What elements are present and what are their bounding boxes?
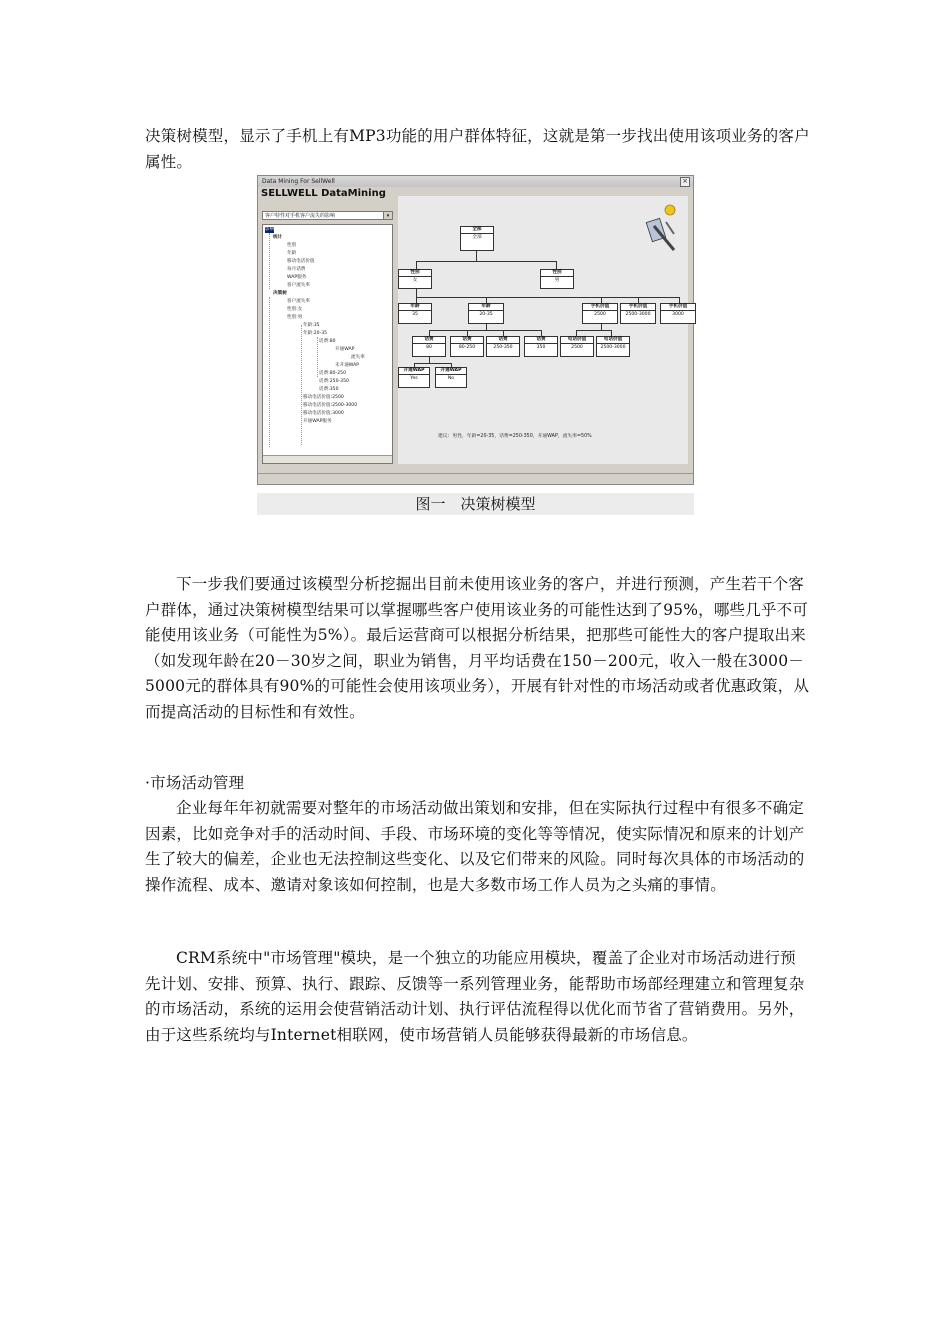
tree-item[interactable]: WAP服务: [287, 275, 307, 280]
tree-item[interactable]: 年龄:20-35: [303, 331, 328, 336]
tree-item[interactable]: 流失率: [351, 355, 365, 360]
tree-item[interactable]: 移动电话价值:2500-3000: [303, 403, 358, 408]
tree-item[interactable]: 话费:80: [319, 339, 336, 344]
tree-node-fee-3: 话费 250-350: [486, 336, 520, 357]
tree-item[interactable]: 年龄: [287, 251, 297, 256]
tree-item[interactable]: 客户流失率: [287, 299, 310, 304]
chevron-down-icon[interactable]: ▾: [383, 212, 392, 219]
tree-item[interactable]: 移动电话价值:3000: [303, 411, 344, 416]
crm-paragraph: CRM系统中"市场管理"模块，是一个独立的功能应用模块，覆盖了企业对市场活动进行预先计划、安排、预算、执行、跟踪、反馈等一系列管理业务，能帮助市场部经理建立和管理复杂的市场活动，系统的运用会使营销活动计划、执行评估流程得以优化而节省了营销费用。另外，由于这些系统均与Internet相联网，使市场营销人员能够获得最新的市场信息。: [145, 949, 805, 1044]
app-window: [257, 175, 694, 485]
prediction-paragraph: 下一步我们要通过该模型分析挖掘出目前未使用该业务的客户，并进行预测，产生若干个客户群体，通过决策树模型结果可以掌握哪些客户使用该业务的可能性达到了95%，哪些几乎不可能使用该业务（可能性为5%）。最后运营商可以根据分析结果，把那些可能性大的客户提取出来（如发现年龄在20－30岁之间，职业为销售，月平均话费在150－200元，收入一般在3000－5000元的群体具有90%的可能性会使用该项业务），开展有针对性的市场活动或者优惠政策，从而提高活动的目标性和有效性。: [145, 575, 810, 721]
tree-item[interactable]: 开通WAP服务: [303, 419, 332, 424]
tree-item[interactable]: 决策树: [273, 291, 287, 296]
figure-caption: 图一 决策树模型: [257, 493, 694, 515]
tree-item[interactable]: 移动电话价值: [287, 259, 315, 264]
tree-item[interactable]: 性别: [287, 243, 297, 248]
campaign-paragraph: 企业每年年初就需要对整年的市场活动做出策划和安排，但在实际执行过程中有很多不确定因素，比如竞争对手的活动时间、手段、市场环境的变化等等情况，使实际情况和原来的计划产生了较大的偏差，企业也无法控制这些变化、以及它们带来的风险。同时每次具体的市场活动的操作流程、成本、邀请对象该如何控制，也是大多数市场工作人员为之头痛的事情。: [145, 799, 805, 894]
tree-item[interactable]: 每月话费: [287, 267, 306, 272]
horizontal-scrollbar[interactable]: [263, 455, 392, 463]
model-select-value: 客户特性对手机客户流失的影响: [265, 213, 336, 219]
tree-item[interactable]: 统计: [273, 235, 283, 240]
close-icon[interactable]: ×: [680, 177, 690, 187]
section-heading: ·市场活动管理: [145, 774, 245, 792]
tree-item[interactable]: 话费:250-350: [319, 379, 349, 384]
tree-node-fee-1: 话费 80: [412, 336, 446, 357]
tree-node-phone-value-2: 电话价值 2500-3000: [596, 336, 630, 357]
app-title: SELLWELL DataMining: [261, 188, 386, 199]
tree-panel[interactable]: [262, 224, 393, 464]
recommendation-text: 建议：男性，年龄=20-35，话费=250-350，开通WAP，流失率=50%: [438, 434, 592, 439]
tree-item[interactable]: 话费:350: [319, 387, 339, 392]
tree-item[interactable]: 性别:女: [287, 307, 303, 312]
tree-canvas: [398, 196, 688, 464]
tree-node-phone-2: 手机价值 2500-3000: [620, 303, 656, 324]
tree-node-phone-1: 手机价值 2500: [582, 303, 618, 324]
window-titlebar: [258, 176, 693, 187]
tree-item[interactable]: 客户流失率: [287, 283, 310, 288]
intro-paragraph: 决策树模型，显示了手机上有MP3功能的用户群体特征，这就是第一步找出使用该项业务的客户属性。: [145, 127, 810, 171]
tree-node-sex-female: 性别 女: [398, 269, 432, 289]
tree-node-phone-value-1: 电话价值 2500: [560, 336, 594, 357]
tree-node-sex-male: 性别 男: [540, 269, 574, 289]
decision-tree-figure: [257, 175, 694, 515]
status-bar: [258, 473, 693, 484]
tree-node-phone-3: 手机价值 3000: [660, 303, 696, 324]
tree-node-wap-no: 开通WAP No: [435, 367, 467, 388]
tree-node-root: 全部 全部: [460, 226, 494, 251]
window-title: Data Mining For SellWell: [262, 178, 335, 185]
wizard-mascot-icon[interactable]: [644, 204, 678, 252]
tree-item[interactable]: 开通WAP: [335, 347, 355, 352]
model-select[interactable]: [262, 211, 393, 220]
tree-item[interactable]: 话费:80-250: [319, 371, 347, 376]
tree-node-wap-yes: 开通WAP Yes: [398, 367, 430, 388]
tree-item[interactable]: 性别:男: [287, 315, 303, 320]
tree-node-age-2: 年龄 20-35: [468, 303, 504, 324]
tree-item[interactable]: 年龄:35: [303, 323, 320, 328]
tree-node-age-1: 年龄 35: [398, 303, 432, 324]
tree-node-fee-2: 话费 80-250: [450, 336, 484, 357]
tree-item[interactable]: 未开通WAP: [335, 363, 359, 368]
tree-item[interactable]: 移动电话价值:2500: [303, 395, 344, 400]
tree-item[interactable]: 影响: [265, 227, 275, 232]
tree-node-fee-4: 话费 350: [524, 336, 558, 357]
